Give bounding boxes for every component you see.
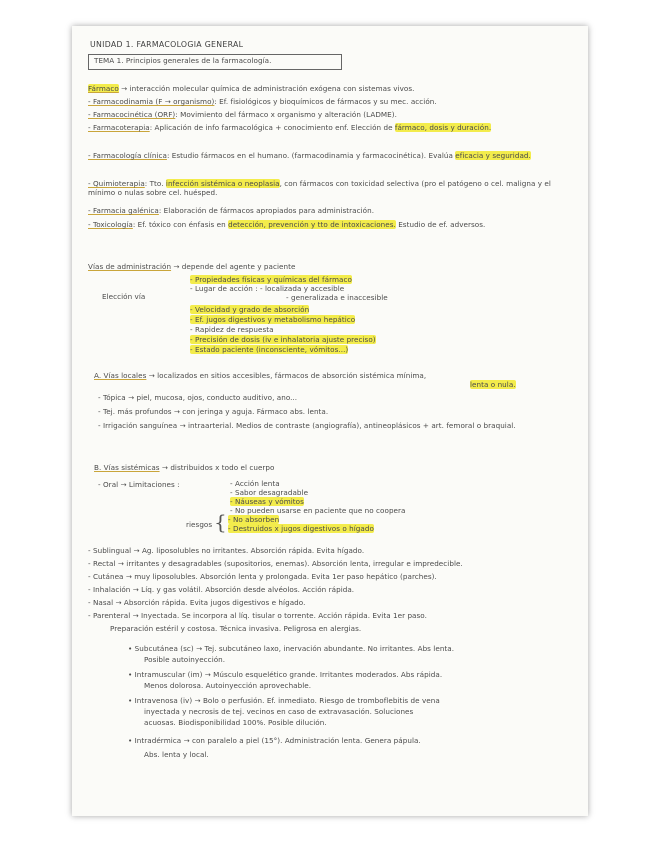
vias-item: - Precisión de dosis (iv e inhalatoria ajuste preciso) [190, 335, 376, 344]
parenteral-item: • Intramuscular (im) → Músculo esquelético grande. Irritantes moderados. Abs rápida. [128, 670, 443, 679]
eleccion-via-label: Elección vía [102, 292, 146, 301]
vias-item: - Ef. jugos digestivos y metabolismo hepático [190, 315, 356, 324]
vias-item: - Estado paciente (inconsciente, vómitos...) [190, 345, 349, 354]
parenteral-item: • Intradérmica → con paralelo a piel (15°). Administración lenta. Genera pápula. [128, 736, 421, 745]
vias-title: Vías de administración → depende del agente y paciente [88, 262, 296, 271]
sistemica-item: - Cutánea → muy liposolubles. Absorción lenta y prolongada. Evita 1er paso hepático (parches). [88, 572, 437, 581]
locales-item: - Irrigación sanguínea → intraarterial. Medios de contraste (angiografía), antineoplásicos + art. femoral o braquial. [98, 421, 516, 430]
def-toxicologia: - Toxicología: Ef. tóxico con énfasis en detección, prevención y tto de intoxicaciones. Estudio de ef. adversos. [88, 220, 486, 229]
vias-item: - Velocidad y grado de absorción [190, 305, 310, 314]
parenteral-item: inyectada y necrosis de tej. vecinos en caso de extravasación. Soluciones [144, 707, 414, 716]
parenteral-item: • Subcutánea (sc) → Tej. subcutáneo laxo, inervación abundante. No irritantes. Abs lenta. [128, 644, 455, 653]
vias-item: - Lugar de acción : - localizada y accesible [190, 284, 345, 293]
unit-heading: UNIDAD 1. FARMACOLOGIA GENERAL [90, 40, 244, 49]
parenteral-item: acuosas. Biodisponibilidad 100%. Posible dilución. [144, 718, 327, 727]
riesgo-item: - Destruidos x jugos digestivos o hígado [228, 524, 374, 533]
def-farmacia-galenica: - Farmacia galénica: Elaboración de fármacos apropiados para administración. [88, 206, 375, 215]
def-farmacologia-clinica: - Farmacología clínica: Estudio fármacos en el humano. (farmacodinamia y farmacocinética). Evalúa eficacia y seguridad. [88, 151, 531, 160]
riesgos-label: riesgos [186, 520, 213, 529]
sistemica-item: - Sublingual → Ag. liposolubles no irritantes. Absorción rápida. Evita hígado. [88, 546, 365, 555]
locales-item: - Tópica → piel, mucosa, ojos, conducto auditivo, ano... [98, 393, 298, 402]
topic-title: TEMA 1. Principios generales de la farmacología. [94, 56, 272, 65]
sistemica-item: Preparación estéril y costosa. Técnica invasiva. Peligrosa en alergias. [110, 624, 362, 633]
brace-glyph: { [214, 510, 227, 534]
oral-limit: - Náuseas y vómitos [230, 497, 304, 506]
def-farmacocinetica: - Farmacocinética (ORF): Movimiento del fármaco x organismo y alteración (LADME). [88, 110, 397, 119]
def-farmacoterapia: - Farmacoterapia: Aplicación de info farmacológica + conocimiento enf. Elección de fármaco, dosis y duración. [88, 123, 492, 132]
parenteral-item: Posible autoinyección. [144, 655, 226, 664]
sistemica-item: - Nasal → Absorción rápida. Evita jugos digestivos e hígado. [88, 598, 306, 607]
def-quimioterapia: - Quimioterapia: Tto. infección sistémica o neoplasia, con fármacos con toxicidad selectiva (pro el patógeno o cel. maligna y el mínimo o nulas sobre cel. huésped. [88, 179, 551, 197]
riesgo-item: - No absorben [228, 515, 280, 524]
locales-title-cont: lenta o nula. [470, 380, 516, 389]
oral-limitaciones: - Oral → Limitaciones : [98, 480, 180, 489]
notebook-page [72, 26, 588, 816]
def-farmaco: Fármaco → interacción molecular química de administración exógena con sistemas vivos. [88, 84, 415, 93]
sistemica-item: - Rectal → irritantes y desagradables (supositorios, enemas). Absorción lenta, irregular e impredecible. [88, 559, 463, 568]
locales-title: A. Vías locales → localizados en sitios accesibles, fármacos de absorción sistémica mínima, [94, 371, 427, 380]
oral-limit: - No pueden usarse en paciente que no coopera [230, 506, 406, 515]
def-farmacodinamia: - Farmacodinamia (F → organismo): Ef. fisiológicos y bioquímicos de fármacos y su mec. acción. [88, 97, 437, 106]
sistemicas-title: B. Vías sistémicas → distribuidos x todo el cuerpo [94, 463, 275, 472]
sistemica-item: - Inhalación → Líq. y gas volátil. Absorción desde alvéolos. Acción rápida. [88, 585, 355, 594]
sistemica-item: - Parenteral → Inyectada. Se incorpora al líq. tisular o torrente. Acción rápida. Evita 1er paso. [88, 611, 427, 620]
parenteral-item: Menos dolorosa. Autoinyección aprovechable. [144, 681, 312, 690]
parenteral-item: • Intravenosa (iv) → Bolo o perfusión. Ef. inmediato. Riesgo de tromboflebitis de vena [128, 696, 440, 705]
vias-item: - Propiedades físicas y químicas del fármaco [190, 275, 352, 284]
oral-limit: - Sabor desagradable [230, 488, 309, 497]
locales-item: - Tej. más profundos → con jeringa y aguja. Fármaco abs. lenta. [98, 407, 329, 416]
vias-item: - generalizada e inaccesible [286, 293, 388, 302]
vias-item: - Rapidez de respuesta [190, 325, 274, 334]
parenteral-item: Abs. lenta y local. [144, 750, 209, 759]
oral-limit: - Acción lenta [230, 479, 280, 488]
